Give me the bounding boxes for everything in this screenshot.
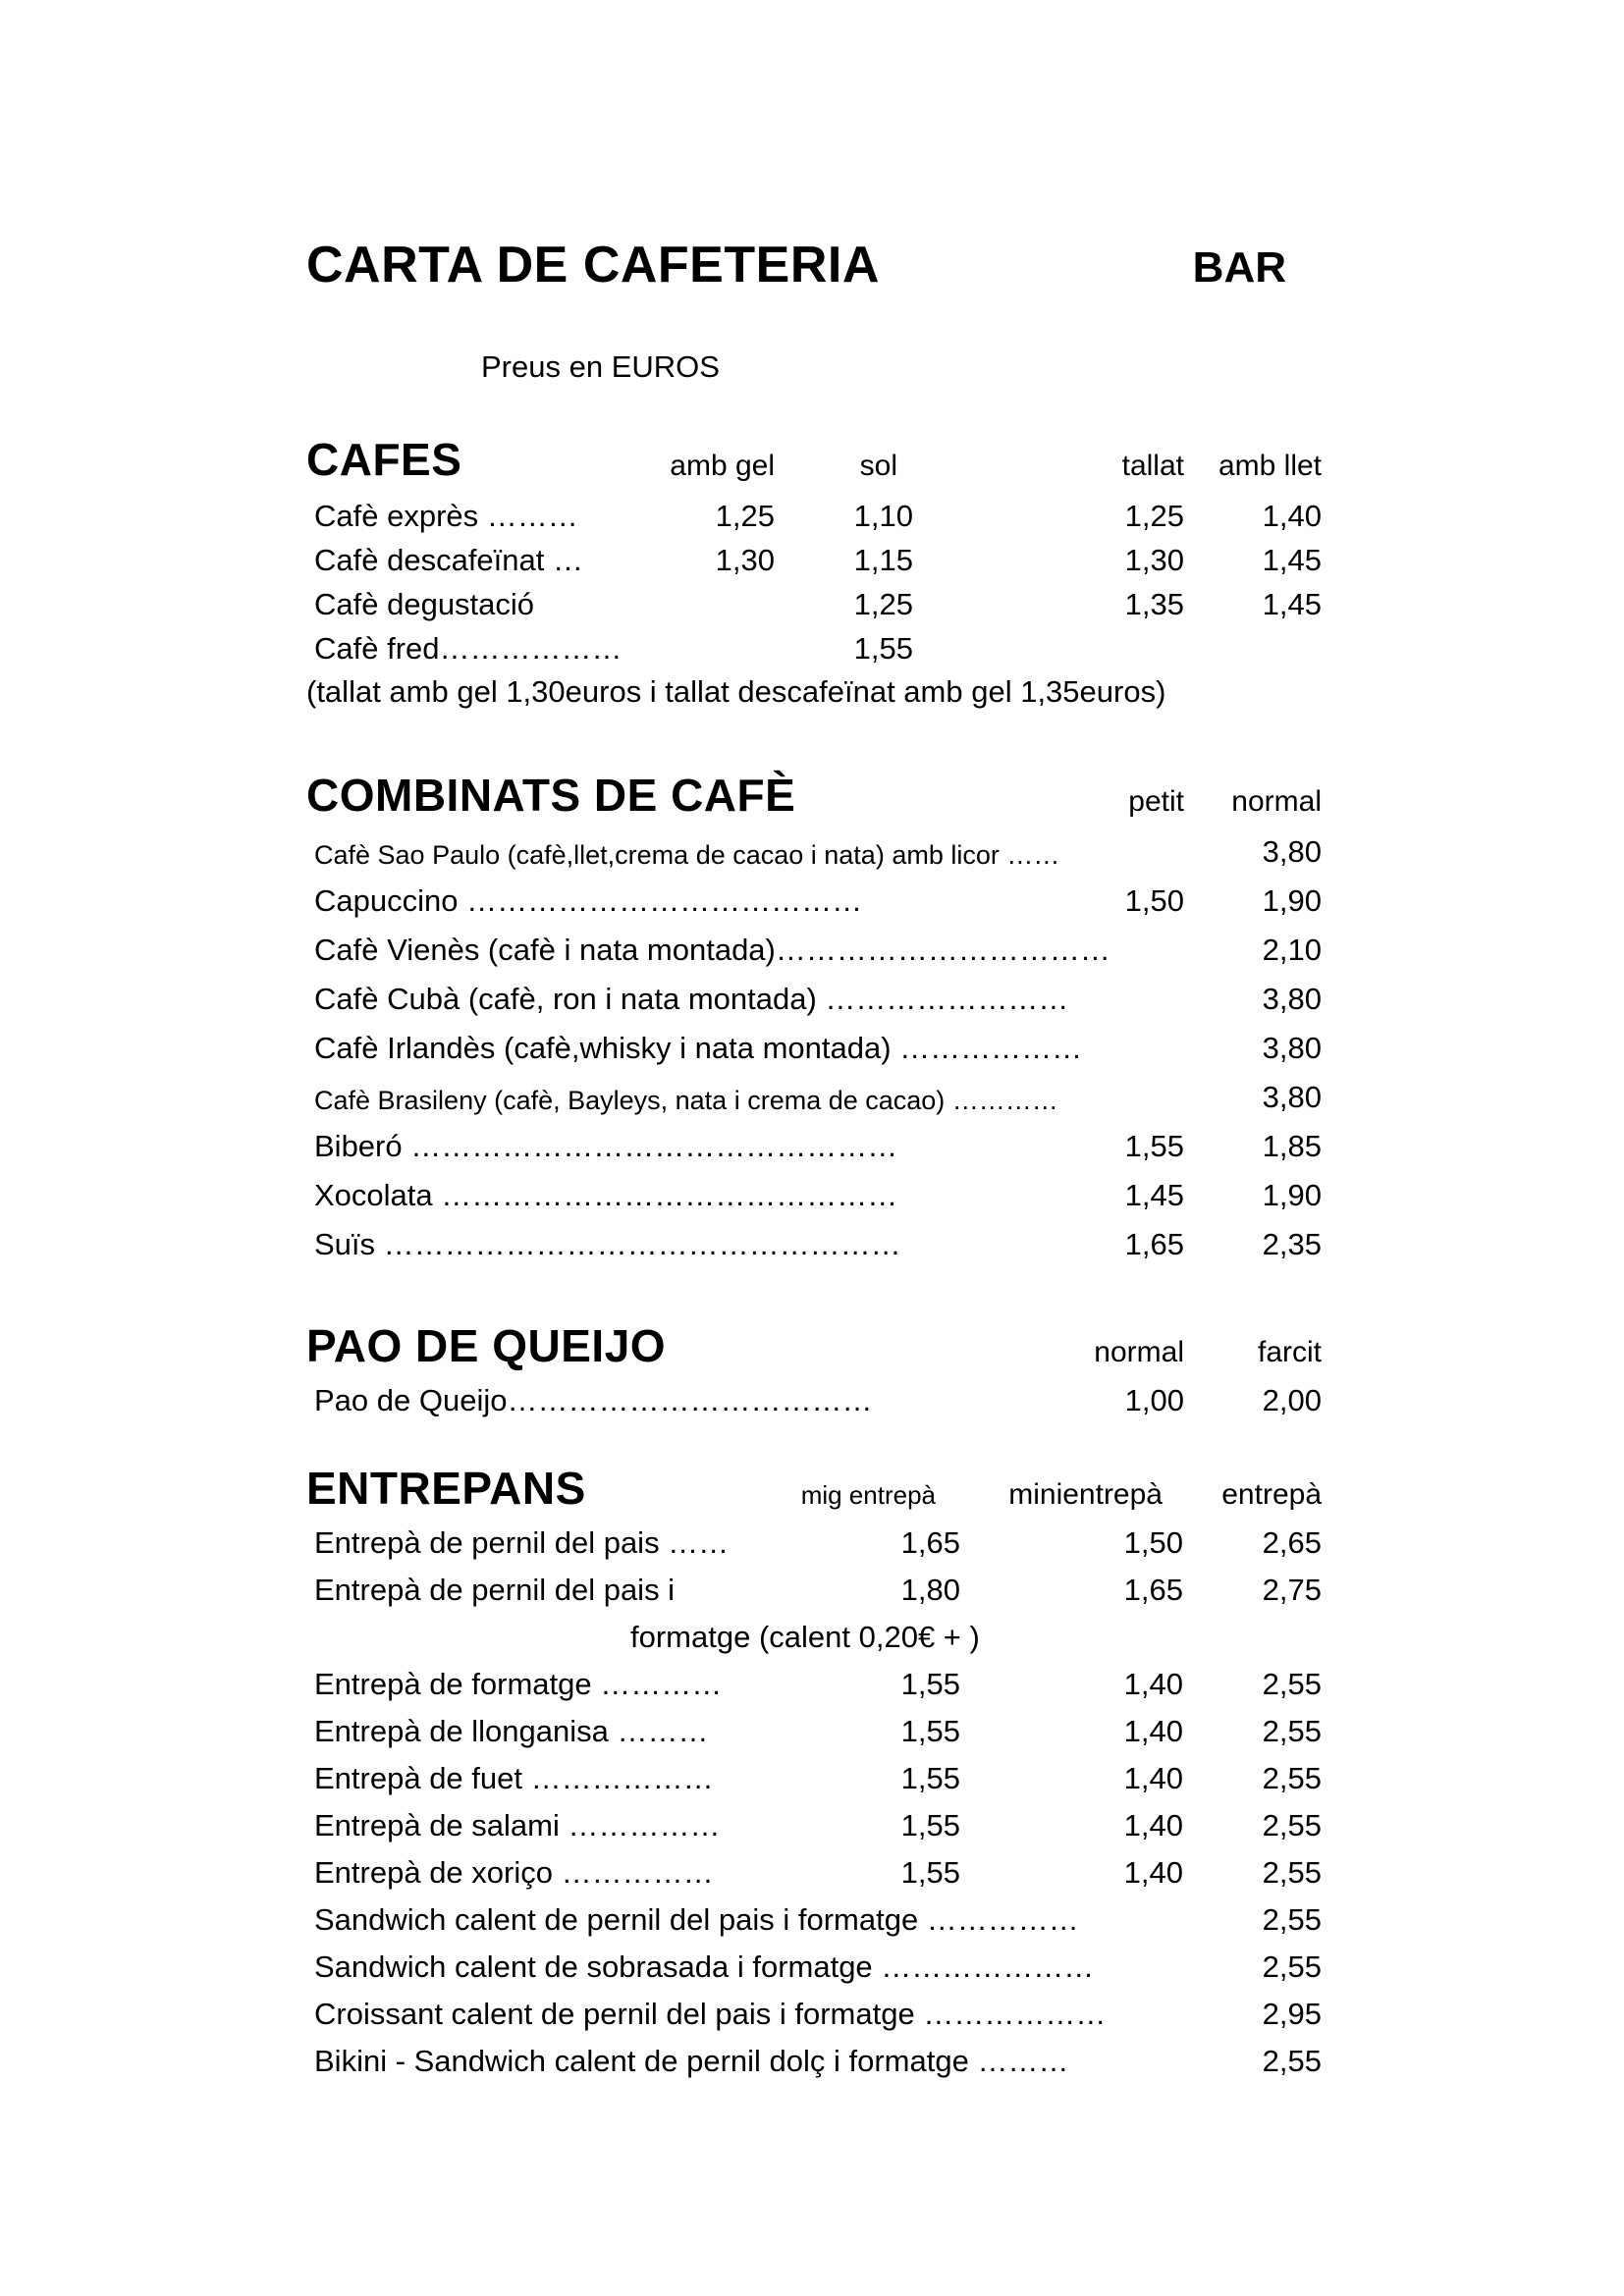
menu-item-row: [306, 630, 1322, 674]
item-name: Pao de Queijo………………………………: [314, 1383, 873, 1417]
item-name: Suïs ……………………………………………: [314, 1227, 901, 1261]
column-header: sol: [859, 450, 897, 482]
menu-item-row: [306, 1572, 1322, 1619]
item-price: 2,55: [1262, 1855, 1322, 1890]
menu-item-row: [306, 1177, 1322, 1226]
section-cafes: [306, 434, 1322, 719]
item-name: Entrepà de pernil del pais i: [314, 1573, 676, 1607]
menu-item-row: [306, 1524, 1322, 1572]
menu-item-row: [306, 1666, 1322, 1713]
item-price: 2,55: [1262, 1761, 1322, 1795]
section-title: ENTREPANS: [306, 1463, 586, 1514]
item-name: Cafè fred………………: [314, 631, 623, 666]
item-price: 3,80: [1262, 1080, 1322, 1114]
menu-item-row: [306, 1079, 1322, 1128]
item-price: 1,30: [1124, 543, 1184, 577]
item-price: 1,40: [1123, 1808, 1183, 1842]
item-name: Cafè Vienès (cafè i nata montada)……………………………: [314, 933, 1110, 967]
item-price: 1,50: [1123, 1525, 1183, 1560]
item-price: 2,55: [1262, 1714, 1322, 1748]
item-name: Entrepà de salami ……………: [314, 1808, 721, 1842]
section-header: [306, 434, 1322, 486]
item-name: Cafè degustació: [314, 587, 535, 621]
item-name: Sandwich calent de pernil del pais i formatge ……………: [314, 1902, 1079, 1937]
menu-sections: [306, 434, 1322, 2090]
section-note: (tallat amb gel 1,30euros i tallat descafeïnat amb gel 1,35euros): [306, 674, 1166, 709]
item-name: Capuccino …………………………………: [314, 883, 863, 918]
menu-item-row: [306, 1996, 1322, 2043]
page-title: CARTA DE CAFETERIA: [306, 237, 880, 294]
column-header: farcit: [1257, 1336, 1322, 1368]
item-name: Cafè Irlandès (cafè,whisky i nata montada) ………………: [314, 1031, 1083, 1065]
menu-item-row: [306, 981, 1322, 1030]
section-pao: [306, 1320, 1322, 1431]
item-price: 2,55: [1262, 1949, 1322, 1984]
item-price: 3,80: [1262, 1031, 1322, 1065]
item-price: 1,65: [900, 1525, 960, 1560]
item-name: Cafè exprès ………: [314, 499, 578, 533]
item-name: Entrepà de fuet ………………: [314, 1761, 714, 1795]
item-name: Croissant calent de pernil del pais i formatge ………………: [314, 1997, 1107, 2031]
item-price: 1,55: [900, 1714, 960, 1748]
item-price: 2,00: [1262, 1383, 1322, 1417]
item-name: Xocolata ………………………………………: [314, 1178, 898, 1212]
section-combinats: [306, 770, 1322, 1275]
item-price: 1,00: [1124, 1383, 1184, 1417]
column-header: mig entrepà: [800, 1480, 936, 1510]
menu-item-row: [306, 1226, 1322, 1275]
item-name: Cafè descafeïnat …: [314, 543, 583, 577]
item-name: Cafè Sao Paulo (cafè,llet,crema de cacao i nata) amb licor ……: [314, 840, 1060, 870]
item-price: 2,55: [1262, 1902, 1322, 1937]
menu-item-row: [306, 1760, 1322, 1807]
column-header: petit: [1128, 785, 1184, 818]
column-header: normal: [1231, 785, 1322, 818]
item-price: 1,55: [900, 1808, 960, 1842]
item-name: Biberó …………………………………………: [314, 1129, 898, 1163]
item-price: 1,85: [1262, 1129, 1322, 1163]
column-header: minientrepà: [1008, 1478, 1163, 1511]
section-title: CAFES: [306, 434, 462, 485]
item-name: Cafè Cubà (cafè, ron i nata montada) ……………………: [314, 982, 1069, 1016]
item-name: Entrepà de pernil del pais ……: [314, 1525, 730, 1560]
item-price: 2,55: [1262, 1667, 1322, 1701]
item-price: 2,65: [1262, 1525, 1322, 1560]
price-currency-note: Preus en EUROS: [481, 349, 720, 384]
item-price: 1,25: [853, 587, 913, 621]
item-price: 1,40: [1123, 1667, 1183, 1701]
section-title: PAO DE QUEIJO: [306, 1320, 667, 1371]
item-price: 1,55: [900, 1761, 960, 1795]
column-header: entrepà: [1221, 1478, 1322, 1511]
menu-item-row: [306, 1382, 1322, 1431]
column-header: amb gel: [670, 450, 775, 482]
item-price: 1,55: [900, 1855, 960, 1890]
menu-item-row: [306, 1128, 1322, 1177]
item-price: 3,80: [1262, 834, 1322, 869]
item-price: 1,90: [1262, 1178, 1322, 1212]
section-header: [306, 770, 1322, 822]
item-name: Cafè Brasileny (cafè, Bayleys, nata i crema de cacao) …………: [314, 1086, 1058, 1115]
item-price: 1,25: [1124, 499, 1184, 533]
item-name: Sandwich calent de sobrasada i formatge …………………: [314, 1949, 1095, 1984]
item-price: 1,25: [715, 499, 775, 533]
menu-item-row: [306, 542, 1322, 586]
menu-item-row: [306, 1713, 1322, 1760]
menu-item-row: [306, 932, 1322, 981]
column-header: tallat: [1121, 450, 1184, 482]
menu-item-row: [306, 2043, 1322, 2090]
item-price: 1,40: [1123, 1855, 1183, 1890]
column-header: normal: [1094, 1336, 1184, 1368]
item-price: 1,35: [1124, 587, 1184, 621]
item-price: 1,40: [1262, 499, 1322, 533]
item-price: 3,80: [1262, 982, 1322, 1016]
menu-content: [306, 236, 1322, 2090]
item-price: 1,45: [1262, 587, 1322, 621]
item-name: formatge (calent 0,20€ + ): [630, 1620, 980, 1654]
item-price: 1,55: [853, 631, 913, 666]
menu-item-row: [306, 498, 1322, 542]
menu-item-row: [306, 1030, 1322, 1079]
menu-item-row: [306, 1807, 1322, 1854]
item-price: 1,80: [900, 1573, 960, 1607]
section-title: COMBINATS DE CAFÈ: [306, 770, 796, 821]
item-price: 2,35: [1262, 1227, 1322, 1261]
menu-item-row: [306, 1901, 1322, 1949]
item-price: 1,55: [900, 1667, 960, 1701]
item-price: 1,90: [1262, 883, 1322, 918]
item-price: 1,15: [853, 543, 913, 577]
item-price: 2,10: [1262, 933, 1322, 967]
item-name: Bikini - Sandwich calent de pernil dolç i formatge ………: [314, 2044, 1069, 2078]
item-price: 2,55: [1262, 2044, 1322, 2078]
item-name: Entrepà de llonganisa ………: [314, 1714, 709, 1748]
item-price: 1,10: [853, 499, 913, 533]
section-header: [306, 1463, 1322, 1515]
menu-item-row: [306, 1949, 1322, 1996]
item-price: 2,75: [1262, 1573, 1322, 1607]
column-header: amb llet: [1218, 450, 1322, 482]
item-price: 1,65: [1123, 1573, 1183, 1607]
item-price: 2,55: [1262, 1808, 1322, 1842]
item-price: 1,55: [1124, 1129, 1184, 1163]
menu-item-row: [306, 1854, 1322, 1901]
item-name: Entrepà de formatge …………: [314, 1667, 723, 1701]
item-name: Entrepà de xoriço ……………: [314, 1855, 714, 1890]
menu-item-row: [306, 833, 1322, 882]
item-price: 1,65: [1124, 1227, 1184, 1261]
item-price: 1,40: [1123, 1761, 1183, 1795]
item-price: 1,30: [715, 543, 775, 577]
section-header: [306, 1320, 1322, 1372]
title-row: [306, 236, 1322, 294]
section-entrepans: [306, 1463, 1322, 2090]
menu-item-row: [306, 1619, 1322, 1666]
item-price: 1,50: [1124, 883, 1184, 918]
item-price: 2,95: [1262, 1997, 1322, 2031]
menu-item-row: [306, 882, 1322, 932]
menu-item-row: [306, 586, 1322, 630]
item-price: 1,40: [1123, 1714, 1183, 1748]
bar-label: BAR: [1192, 243, 1286, 292]
item-price: 1,45: [1124, 1178, 1184, 1212]
item-price: 1,45: [1262, 543, 1322, 577]
